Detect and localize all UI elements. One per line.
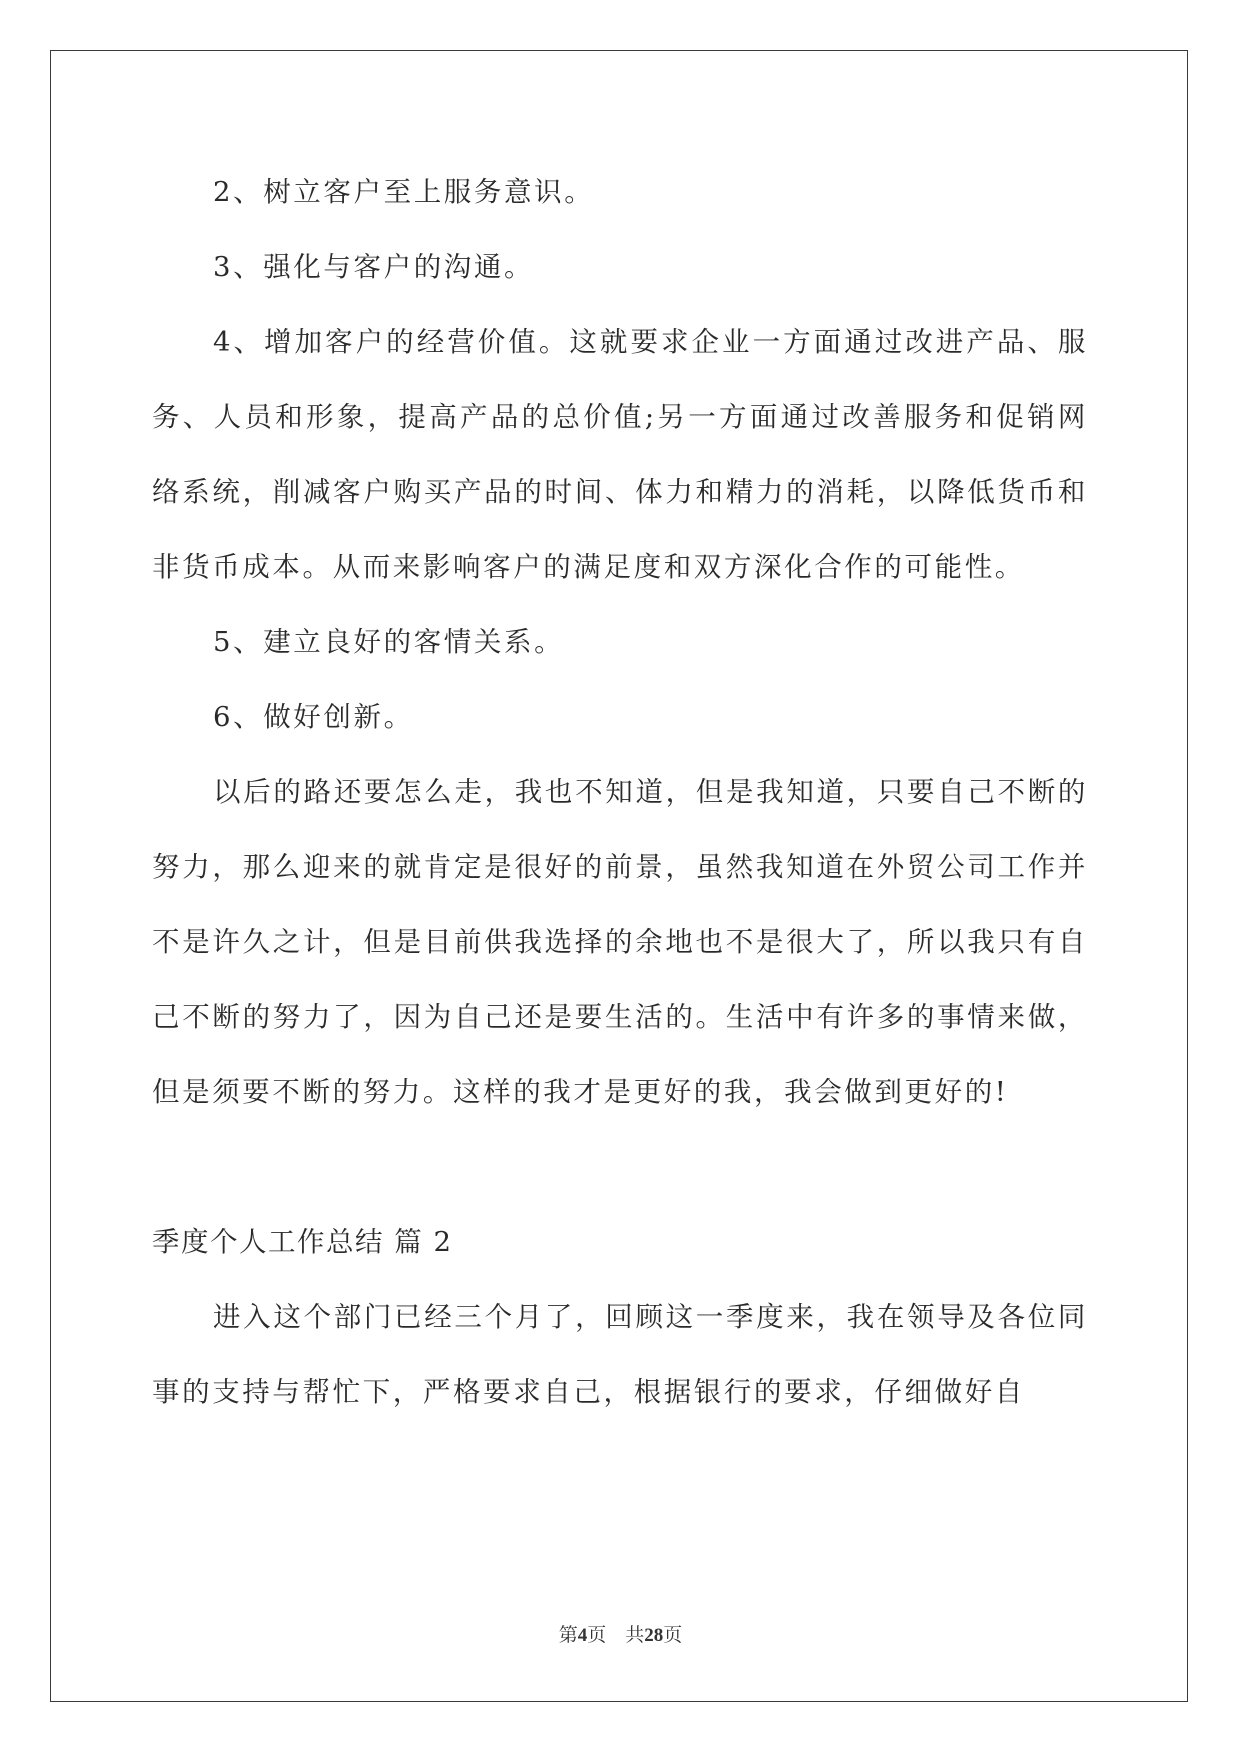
paragraph-item-2: 2、树立客户至上服务意识。 <box>213 176 595 208</box>
paragraph-item-6: 6、做好创新。 <box>213 701 414 733</box>
paragraph-item-3: 3、强化与客户的沟通。 <box>213 251 535 283</box>
paragraph-item-4: 4、增加客户的经营价值。这就要求企业一方面通过改进产品、服务、人员和形象，提高产品的总价值;另一方面通过改善服务和促销网络系统，削减客户购买产品的时间、体力和精力的消耗，以降低货币和非货币成本。从而来影响客户的满足度和双方深化合作的可能性。 <box>152 326 1088 583</box>
page-prefix: 第 <box>558 1625 578 1646</box>
page-number: 4 <box>577 1625 588 1646</box>
section-paragraph: 进入这个部门已经三个月了，回顾这一季度来，我在领导及各位同事的支持与帮忙下，严格要求自己，根据银行的要求，仔细做好自 <box>152 1301 1088 1408</box>
section-heading: 季度个人工作总结 篇 2 <box>152 1226 453 1258</box>
paragraph-item-5: 5、建立良好的客情关系。 <box>213 626 565 658</box>
total-pages: 28 <box>644 1625 664 1646</box>
total-suffix: 页 <box>663 1625 683 1646</box>
page-footer <box>0 1622 1241 1650</box>
page-suffix: 页 <box>587 1625 607 1646</box>
paragraph-closing: 以后的路还要怎么走，我也不知道，但是我知道，只要自己不断的努力，那么迎来的就肯定是很好的前景，虽然我知道在外贸公司工作并不是许久之计，但是目前供我选择的余地也不是很大了，所以我只有自己不断的努力了，因为自己还是要生活的。生活中有许多的事情来做，但是须要不断的努力。这样的我才是更好的我，我会做到更好的! <box>152 776 1088 1108</box>
total-prefix: 共 <box>625 1625 645 1646</box>
